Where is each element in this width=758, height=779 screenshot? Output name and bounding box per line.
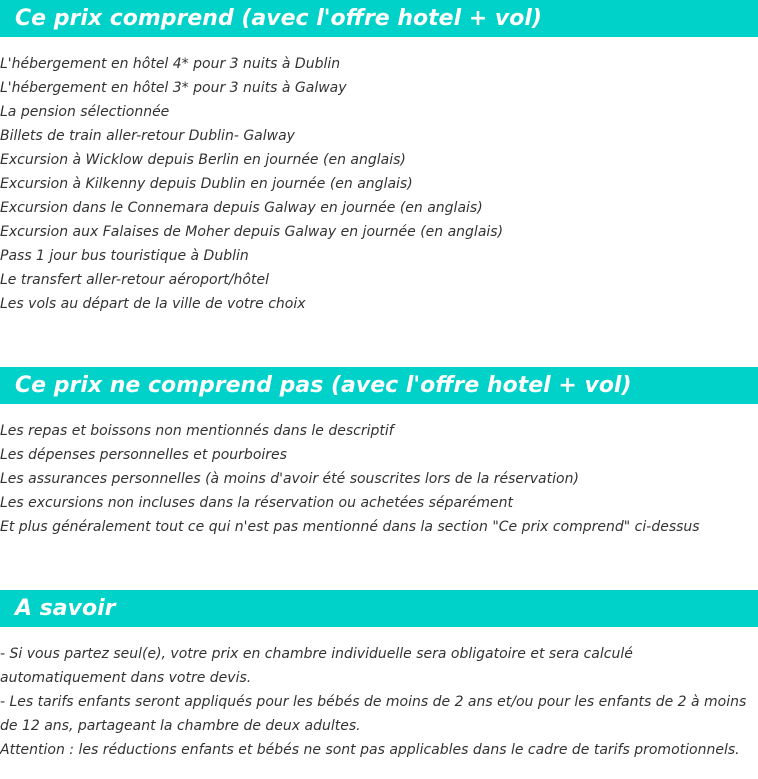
list-item: Et plus généralement tout ce qui n'est pas mentionné dans la section "Ce prix comprend" ci-dessus: [0, 519, 700, 535]
list-item: Les vols au départ de la ville de votre choix: [0, 296, 306, 312]
list-item: La pension sélectionnée: [0, 104, 170, 120]
info-paragraph: - Les tarifs enfants seront appliqués pour les bébés de moins de 2 ans et/ou pour les enfants de 2 à moins de 12 ans, partageant la chambre de deux adultes.: [0, 694, 747, 734]
list-item: Billets de train aller-retour Dublin- Galway: [0, 128, 295, 144]
list-item: Les dépenses personnelles et pourboires: [0, 447, 287, 463]
list-item: Les assurances personnelles (à moins d'avoir été souscrites lors de la réservation): [0, 471, 579, 487]
not-included-list: [0, 419, 758, 539]
section-title-not-included: Ce prix ne comprend pas (avec l'offre hotel + vol): [0, 367, 758, 404]
list-item: Le transfert aller-retour aéroport/hôtel: [0, 272, 269, 288]
list-item: L'hébergement en hôtel 4* pour 3 nuits à Dublin: [0, 56, 341, 72]
list-item: Excursion à Kilkenny depuis Dublin en journée (en anglais): [0, 176, 413, 192]
list-item: Pass 1 jour bus touristique à Dublin: [0, 248, 249, 264]
list-item: Les excursions non incluses dans la réservation ou achetées séparément: [0, 495, 514, 511]
section-title-good-to-know: A savoir: [0, 590, 758, 627]
info-paragraph: - Si vous partez seul(e), votre prix en chambre individuelle sera obligatoire et sera calculé automatiquement dans votre devis.: [0, 646, 633, 686]
good-to-know-body: [0, 642, 756, 762]
list-item: Excursion aux Falaises de Moher depuis Galway en journée (en anglais): [0, 224, 504, 240]
list-item: Excursion dans le Connemara depuis Galway en journée (en anglais): [0, 200, 483, 216]
list-item: Les repas et boissons non mentionnés dans le descriptif: [0, 423, 394, 439]
section-title-included: Ce prix comprend (avec l'offre hotel + vol): [0, 0, 758, 37]
included-list: [0, 52, 758, 316]
info-paragraph: Attention : les réductions enfants et bébés ne sont pas applicables dans le cadre de tarifs promotionnels.: [0, 742, 740, 758]
list-item: L'hébergement en hôtel 3* pour 3 nuits à Galway: [0, 80, 347, 96]
list-item: Excursion à Wicklow depuis Berlin en journée (en anglais): [0, 152, 406, 168]
